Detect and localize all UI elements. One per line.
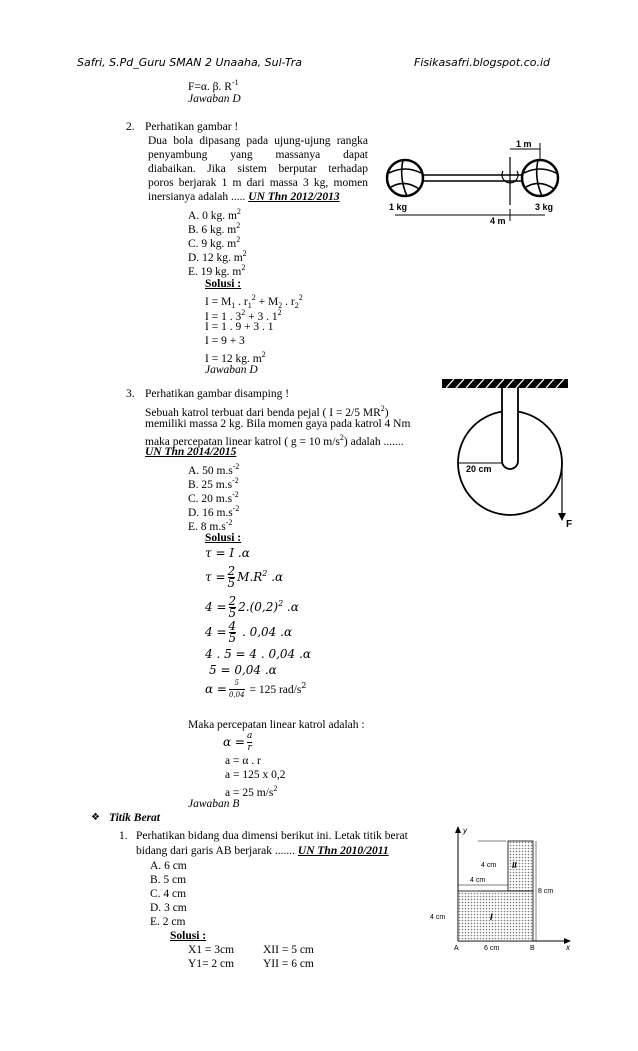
header-right: Fisikasafri.blogspot.co.id xyxy=(414,56,551,69)
titik-fig-region2: II xyxy=(512,861,517,870)
titik-fig-region1: I xyxy=(490,912,493,922)
top-formula: F=α. β. $R^{-1}$ xyxy=(188,78,239,93)
q2-sol-line-5: I = 12 kg. $m^2$ xyxy=(205,350,266,365)
q2-fig-dist2: 4 m xyxy=(490,216,506,225)
titik-bullet: ❖ xyxy=(91,812,100,823)
q3-option-e: E. 8 $m.s^{-2}$ xyxy=(188,518,233,533)
titik-solusi-label: Solusi : xyxy=(170,930,207,942)
q3-math-5: 4 . 5 = 4 . 0,04 .α xyxy=(205,647,311,661)
top-answer: Jawaban D xyxy=(188,93,241,105)
q2-text-1: Dua bola dipasang pada ujung-ujung rangka xyxy=(148,135,368,147)
q3-math-1: τ = I .α xyxy=(205,546,250,560)
q3-alpha: α = $\frac{a}{r}$ xyxy=(223,731,253,753)
q2-text-3: diabaikan. Jika sistem berputar terhadap xyxy=(148,163,368,175)
titik-line-2: bidang dari garis AB berjarak ....... UN Thn 2010/2011 xyxy=(136,845,389,857)
q2-option-d: D. 12 kg. $m^2$ xyxy=(188,249,247,264)
q2-fig-mass1: 1 kg xyxy=(389,202,408,212)
q2-option-c: C. 9 kg. $m^2$ xyxy=(188,235,241,250)
left-ball xyxy=(387,160,423,196)
q2-answer: Jawaban D xyxy=(205,364,258,376)
q2-text-4: poros berjarak 1 m dari massa 3 kg, momen xyxy=(148,177,368,189)
titik-line-1: Perhatikan bidang dua dimensi berikut ini. Letak titik berat xyxy=(136,830,408,842)
titik-option-a: A. 6 cm xyxy=(150,860,187,872)
titik-fig-d1: 4 cm xyxy=(481,862,497,869)
titik-number: 1. xyxy=(119,830,128,842)
q3-math-3: 4 = $\frac{2}{5}$ $2.(0,2)^2$ .α xyxy=(205,594,299,620)
titik-fig-x: x xyxy=(566,943,570,951)
titik-fig-pa: A xyxy=(454,945,459,951)
q3-a-1: a = α . r xyxy=(225,755,261,767)
q3-figure xyxy=(440,375,580,530)
q3-a-2: a = 125 x 0,2 xyxy=(225,769,286,781)
q2-fig-mass2: 3 kg xyxy=(535,202,554,212)
q3-source: UN Thn 2014/2015 xyxy=(145,446,237,458)
titik-option-c: C. 4 cm xyxy=(150,888,187,900)
titik-fig-d5: 6 cm xyxy=(484,945,500,951)
titik-sol-1a: X1 = 3cm xyxy=(188,944,235,956)
q2-option-a: A. 0 kg. $m^2$ xyxy=(188,207,241,222)
q3-option-d: D. 16 $m.s^{-2}$ xyxy=(188,504,240,519)
titik-source: UN Thn 2010/2011 xyxy=(297,845,389,857)
right-ball xyxy=(522,160,558,196)
q3-line-2: memiliki massa 2 kg. Bila momen gaya pada katrol 4 Nm xyxy=(145,418,411,430)
titik-sol-2b: YII = 6 cm xyxy=(263,958,314,970)
q2-text-5: inersianya adalah ..... UN Thn 2012/2013 xyxy=(148,191,340,203)
titik-heading: Titik Berat xyxy=(109,812,161,824)
titik-option-d: D. 3 cm xyxy=(150,902,187,914)
q2-title: Perhatikan gambar ! xyxy=(145,121,239,133)
q2-option-b: B. 6 kg. $m^2$ xyxy=(188,221,241,236)
q2-sol-line-2: I = 1 . $3^2 + 3$ . $1^2$ xyxy=(205,308,282,323)
q2-solusi-label: Solusi : xyxy=(205,278,242,290)
q3-a-3: a = 25 $m/s^2$ xyxy=(225,784,278,799)
q3-fig-radius: 20 cm xyxy=(466,464,492,474)
titik-sol-1b: XII = 5 cm xyxy=(263,944,314,956)
q2-figure xyxy=(385,135,560,225)
titik-option-e: E. 2 cm xyxy=(150,916,186,928)
q2-source: UN Thn 2012/2013 xyxy=(248,191,340,203)
q2-text-2: penyambung yang massanya dapat xyxy=(148,149,368,161)
q2-option-e: E. 19 kg. $m^2$ xyxy=(188,263,246,278)
q2-sol-line-3: I = 1 . 9 + 3 . 1 xyxy=(205,321,274,333)
q3-solusi-label: Solusi : xyxy=(205,532,242,544)
titik-fig-d3: 8 cm xyxy=(538,888,554,895)
titik-fig-d4: 4 cm xyxy=(430,914,446,921)
q2-fig-dist1: 1 m xyxy=(516,139,532,149)
q3-number: 3. xyxy=(126,388,135,400)
q3-option-b: B. 25 $m.s^{-2}$ xyxy=(188,476,239,491)
q2-sol-line-4: I = 9 + 3 xyxy=(205,335,245,347)
q3-math-7: α = $\frac{5}{0,04}$ = 125 rad/$s^2$ xyxy=(205,679,307,699)
q3-option-a: A. 50 $m.s^{-2}$ xyxy=(188,462,240,477)
q3-fig-force: F xyxy=(566,519,573,530)
q3-answer: Jawaban B xyxy=(188,798,240,810)
q3-option-c: C. 20 $m.s^{-2}$ xyxy=(188,490,239,505)
q3-maka: Maka percepatan linear katrol adalah : xyxy=(188,719,365,731)
titik-fig-d2: 4 cm xyxy=(470,877,486,884)
titik-sol-2a: Y1= 2 cm xyxy=(188,958,235,970)
q2-sol-line-1: $I = M_1$ . $r_1^2 + M_2$ . $r_2^2$ xyxy=(205,293,303,311)
q3-line-1: Sebuah katrol terbuat dari benda pejal ( I = 2/5 $MR^2$) xyxy=(145,404,389,419)
q3-title: Perhatikan gambar disamping ! xyxy=(145,388,290,400)
titik-fig-y: y xyxy=(463,826,467,835)
q2-number: 2. xyxy=(126,121,135,133)
q3-math-2: τ = $\frac{2}{5}$ $M.R^2$ .α xyxy=(205,564,284,590)
header-left: Safri, S.Pd_Guru SMAN 2 Unaaha, Sul-Tra xyxy=(77,56,302,69)
titik-fig-pb: B xyxy=(530,945,535,951)
titik-figure xyxy=(428,823,573,951)
q3-math-6: 5 = 0,04 .α xyxy=(209,663,277,677)
titik-option-b: B. 5 cm xyxy=(150,874,187,886)
q3-math-4: 4 = $\frac{4}{5}$ . 0,04 .α xyxy=(205,619,293,645)
q3-line-3: maka percepatan linear katrol ( g = 10 $m/s^2$) adalah ....... xyxy=(145,433,404,448)
